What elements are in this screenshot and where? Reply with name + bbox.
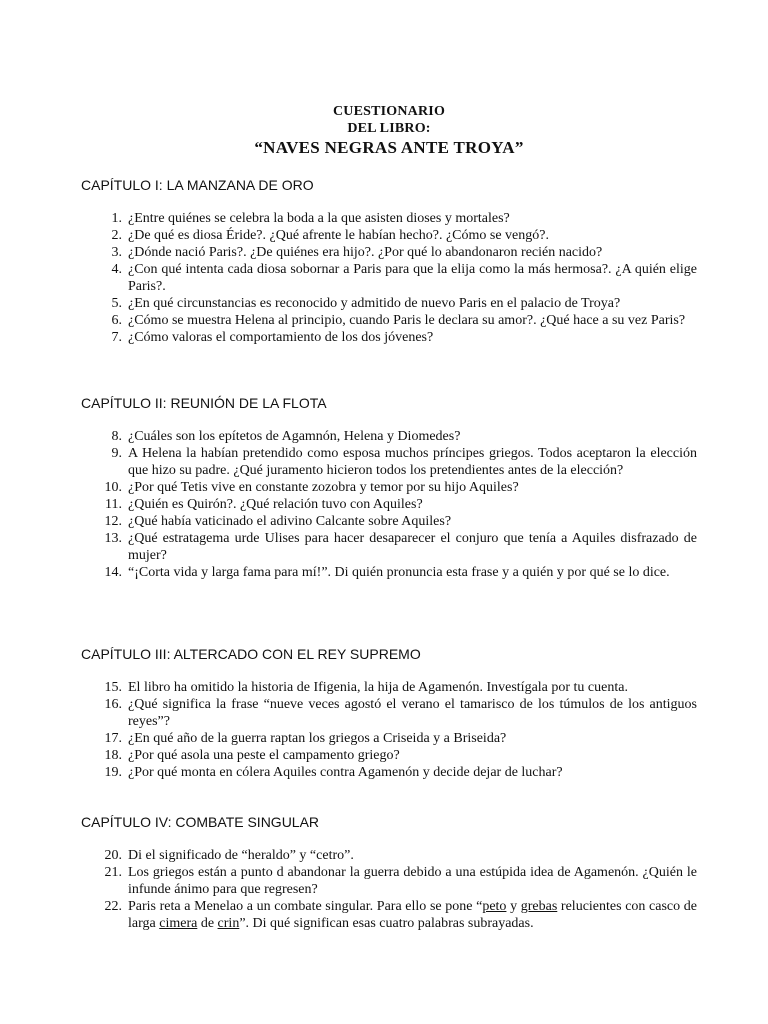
question-number: 17. <box>104 731 122 746</box>
chapter-heading: CAPÍTULO II: REUNIÓN DE LA FLOTA <box>81 395 327 411</box>
question-text: ¿Qué estratagema urde Ulises para hacer desaparecer el conjuro que tenía a Aquiles disfrazado de mujer? <box>128 531 697 563</box>
question-item <box>81 530 697 564</box>
question-list <box>81 210 697 346</box>
question-number: 8. <box>111 429 122 444</box>
question-number: 4. <box>111 262 122 277</box>
question-list <box>81 428 697 581</box>
underlined-term: grebas <box>520 899 558 914</box>
question-text: Di el significado de “heraldo” y “cetro”. <box>128 848 354 863</box>
question-item <box>81 864 697 898</box>
question-number: 11. <box>105 497 122 512</box>
question-text: ¿Qué significa la frase “nueve veces agostó el verano el tamarisco de los túmulos de los antiguos reyes”? <box>128 697 697 729</box>
question-item <box>81 312 697 329</box>
question-number: 15. <box>104 680 122 695</box>
question-text: ¿En qué circunstancias es reconocido y admitido de nuevo Paris en el palacio de Troya? <box>128 296 621 311</box>
question-text: A Helena la habían pretendido como esposa muchos príncipes griegos. Todos aceptaron la elección que hizo su padre. ¿Qué juramento hicieron todos los pretendientes antes de la elección? <box>128 446 697 478</box>
question-item <box>81 696 697 730</box>
question-text: ¿En qué año de la guerra raptan los griegos a Criseida y a Briseida? <box>128 731 507 746</box>
question-number: 22. <box>104 899 122 914</box>
question-text: ¿De qué es diosa Éride?. ¿Qué afrente le habían hecho?. ¿Cómo se vengó?. <box>128 228 549 243</box>
question-text-segment: relucientes con casco de larga <box>128 899 698 931</box>
question-text: ¿Cuáles son los epítetos de Agamnón, Helena y Diomedes? <box>128 429 461 444</box>
underlined-term: cimera <box>159 916 198 931</box>
chapter-heading: CAPÍTULO I: LA MANZANA DE ORO <box>81 177 314 193</box>
question-text: ¿Por qué Tetis vive en constante zozobra y temor por su hijo Aquiles? <box>128 480 519 495</box>
question-text-segment: de <box>197 916 218 931</box>
question-number: 20. <box>104 848 122 863</box>
question-list <box>81 679 697 781</box>
underlined-term: peto <box>482 899 507 914</box>
question-text-segment: y <box>506 899 521 914</box>
question-item <box>81 210 697 227</box>
title-line-2: DEL LIBRO: <box>347 121 431 136</box>
question-item <box>81 227 697 244</box>
question-number: 13. <box>104 531 122 546</box>
question-text-segment: Paris reta a Menelao a un combate singular. Para ello se pone “ <box>128 899 483 914</box>
underlined-term: crin <box>217 916 240 931</box>
question-number: 16. <box>104 697 122 712</box>
question-item <box>81 261 697 295</box>
question-text-segment: ”. Di qué significan esas cuatro palabras subrayadas. <box>239 916 534 931</box>
question-text: ¿Por qué asola una peste el campamento griego? <box>128 748 400 763</box>
question-number: 14. <box>104 565 122 580</box>
question-item <box>81 428 697 445</box>
question-number: 5. <box>111 296 122 311</box>
question-text <box>128 899 697 931</box>
question-number: 7. <box>111 330 122 345</box>
chapter-heading: CAPÍTULO IV: COMBATE SINGULAR <box>81 814 320 830</box>
question-item <box>81 747 697 764</box>
question-item <box>81 564 697 581</box>
question-number: 1. <box>111 211 122 226</box>
question-text: ¿Quién es Quirón?. ¿Qué relación tuvo con Aquiles? <box>128 497 423 512</box>
question-text: ¿Cómo se muestra Helena al principio, cuando Paris le declara su amor?. ¿Qué hace a su vez Paris? <box>128 313 686 328</box>
question-text: ¿Con qué intenta cada diosa sobornar a Paris para que la elija como la más hermosa?. ¿A quién elige Paris?. <box>128 262 697 294</box>
question-text: ¿Qué había vaticinado el adivino Calcante sobre Aquiles? <box>128 514 452 529</box>
question-number: 10. <box>104 480 122 495</box>
title-block <box>0 103 768 159</box>
question-number: 6. <box>111 313 122 328</box>
question-item <box>81 847 697 864</box>
question-number: 9. <box>111 446 122 461</box>
question-item <box>81 898 697 932</box>
question-list <box>81 847 697 932</box>
question-number: 2. <box>111 228 122 243</box>
question-text: ¿Por qué monta en cólera Aquiles contra Agamenón y decide dejar de luchar? <box>128 765 563 780</box>
question-text: ¿Dónde nació Paris?. ¿De quiénes era hijo?. ¿Por qué lo abandonaron recién nacido? <box>128 245 603 260</box>
question-item <box>81 764 697 781</box>
question-item <box>81 679 697 696</box>
chapter-heading: CAPÍTULO III: ALTERCADO CON EL REY SUPREMO <box>81 646 421 662</box>
question-number: 19. <box>104 765 122 780</box>
question-text: ¿Cómo valoras el comportamiento de los dos jóvenes? <box>128 330 434 345</box>
question-number: 3. <box>111 245 122 260</box>
question-number: 12. <box>104 514 122 529</box>
question-item <box>81 513 697 530</box>
question-text: Los griegos están a punto d abandonar la guerra debido a una estúpida idea de Agamenón. ¿Quién le infunde ánimo para que regresen? <box>128 865 697 897</box>
question-text: El libro ha omitido la historia de Ifigenia, la hija de Agamenón. Investígala por tu cuenta. <box>128 680 628 695</box>
question-item <box>81 329 697 346</box>
question-number: 18. <box>104 748 122 763</box>
title-line-1: CUESTIONARIO <box>332 104 446 119</box>
question-item <box>81 295 697 312</box>
question-item <box>81 445 697 479</box>
question-item <box>81 479 697 496</box>
question-item <box>81 730 697 747</box>
question-number: 21. <box>104 865 122 880</box>
question-text: “¡Corta vida y larga fama para mí!”. Di quién pronuncia esta frase y a quién y por qué se lo dice. <box>128 565 670 580</box>
book-title: “NAVES NEGRAS ANTE TROYA” <box>254 138 524 157</box>
question-item <box>81 496 697 513</box>
question-text: ¿Entre quiénes se celebra la boda a la que asisten dioses y mortales? <box>128 211 510 226</box>
question-item <box>81 244 697 261</box>
